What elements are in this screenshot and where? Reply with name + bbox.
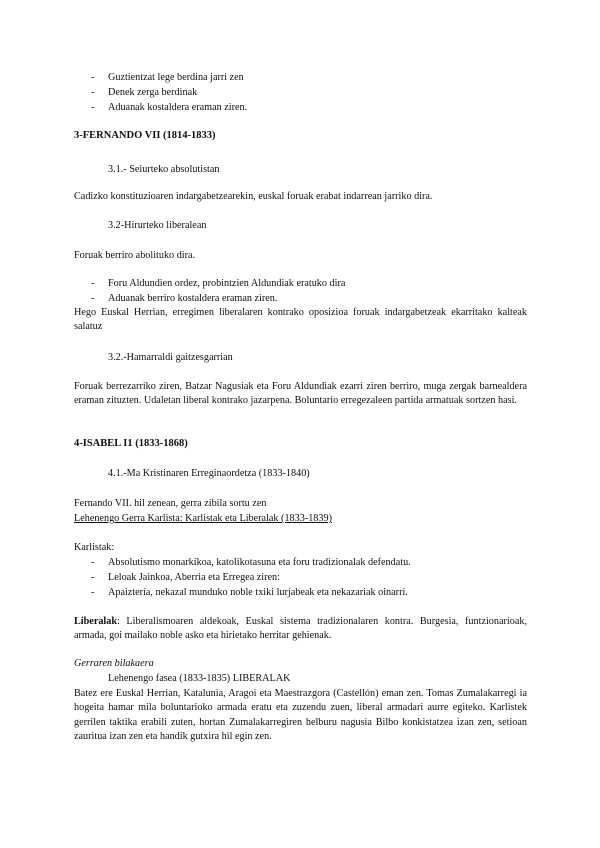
subsection-heading: Lehenengo fasea (1833-1835) LIBERALAK: [108, 673, 291, 684]
paragraph: Fernando VII. hil zenean, gerra zibila sortu zen: [74, 498, 267, 509]
bullet-item: Guztientzat lege berdina jarri zen: [108, 72, 244, 83]
bullet-item: Aduanak berriro kostaldera eraman ziren.: [108, 293, 278, 304]
bullet-dash: -: [91, 278, 95, 289]
subsection-heading: 3.1.- Seiurteko absolutistan: [108, 164, 220, 175]
paragraph-text: : Liberalismoaren aldekoak, Euskal sistema tradizionalaren kontra. Burgesia, funtzionarioak, armada, goi mailako noble asko eta hirietako herritar gehienak.: [74, 616, 527, 642]
subsection-heading: 3.2-Hirurteko liberalean: [108, 220, 207, 231]
subsection-heading: 3.2.-Hamarraldi gaitzesgarrian: [108, 352, 233, 363]
paragraph: Hego Euskal Herrian, erregimen liberalaren kontrako oposizioa foruak indargabetzeak ekarritako kalteak salatuz: [74, 307, 527, 333]
bullet-item: Denek zerga berdinak: [108, 87, 198, 98]
bullet-item: Apaiztería, nekazal munduko noble txiki lurjabeak eta nekazariak oinarri.: [108, 587, 408, 598]
bullet-dash: -: [91, 587, 95, 598]
bullet-item: Foru Aldundien ordez, probintzien Aldundiak eratuko dira: [108, 278, 346, 289]
section-heading: 4-ISABEL I1 (1833-1868): [74, 438, 188, 449]
bullet-dash: -: [91, 557, 95, 568]
paragraph: Cadizko konstituzioaren indargabetzearekin, euskal foruak erabat indarrean jarriko dira.: [74, 191, 433, 202]
italic-heading: Gerraren bilakaera: [74, 658, 154, 669]
paragraph: Batez ere Euskal Herrian, Katalunia, Aragoi eta Maestrazgora (Castellón) eman zen. Tomas Zumalakarregi ia hogeita hamar mila boluntarioko armada eratu eta zuzendu zuen, liberal armadari aurre egiteko. Karlistek gerrilen taktika erabili zuten, hortan Zumalakarregiren helburu nagusia Bilbo konkistatzea izan zen, setioan zauritua izan zen eta handik gutxira hil egin zen.: [74, 688, 527, 743]
bullet-dash: -: [91, 72, 95, 83]
underlined-heading: Lehenengo Gerra Karlista: Karlistak eta Liberalak (1833-1839): [74, 513, 332, 524]
bullet-item: Absolutismo monarkikoa, katolikotasuna eta foru tradizionalak defendatu.: [108, 557, 411, 568]
section-heading: 3-FERNANDO VII (1814-1833): [74, 130, 216, 141]
subsection-heading: 4.1.-Ma Kristinaren Erreginaordetza (1833-1840): [108, 468, 310, 479]
bullet-item: Leloak Jainkoa, Aberria eta Erregea ziren:: [108, 572, 280, 583]
bold-term: Liberalak: [74, 616, 118, 627]
paragraph: Foruak berriro abolituko dira.: [74, 250, 196, 261]
bullet-dash: -: [91, 102, 95, 113]
bullet-dash: -: [91, 572, 95, 583]
paragraph: [74, 615, 527, 644]
list-label: Karlistak:: [74, 542, 115, 553]
paragraph: Foruak berrezarriko ziren, Batzar Nagusiak eta Foru Aldundiak ezarri ziren berriro, muga zergak barnealdera eraman zituzten. Udaletan liberal kontrako jazarpena. Boluntario erregezaleen partida armatuak sortzen hasi.: [74, 381, 527, 407]
bullet-dash: -: [91, 87, 95, 98]
bullet-item: Aduanak kostaldera eraman ziren.: [108, 102, 248, 113]
bullet-dash: -: [91, 293, 95, 304]
